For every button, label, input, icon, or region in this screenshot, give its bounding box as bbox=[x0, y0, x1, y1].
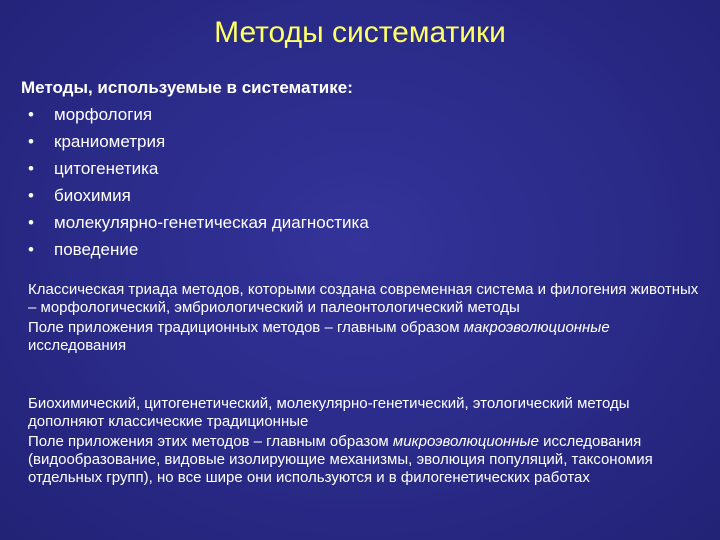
list-item-label: поведение bbox=[54, 240, 139, 259]
list-item-label: молекулярно-генетическая диагностика bbox=[54, 213, 369, 232]
bullet-icon: • bbox=[28, 132, 34, 151]
list-item bbox=[25, 182, 369, 209]
list-item bbox=[25, 155, 369, 182]
paragraph-text: исследования (видообразование, видовые изолирующие механизмы, эволюция популяций, таксономия отдельных групп), но все шире они используются и в филогенетических работах bbox=[28, 433, 653, 486]
list-item bbox=[25, 236, 369, 263]
list-item-label: биохимия bbox=[54, 186, 131, 205]
list-item bbox=[25, 101, 369, 128]
bullet-icon: • bbox=[28, 240, 34, 259]
paragraph-text: исследования bbox=[28, 337, 127, 354]
traditional-scope-paragraph bbox=[28, 319, 708, 355]
italic-term: микроэволюционные bbox=[392, 433, 539, 450]
modern-methods-paragraph: Биохимический, цитогенетический, молекулярно-генетический, этологический методы дополняют классические традиционные bbox=[28, 395, 630, 430]
list-item bbox=[25, 128, 369, 155]
modern-methods-block bbox=[28, 395, 708, 487]
italic-term: макроэволюционные bbox=[463, 319, 610, 336]
classical-triad-paragraph: Классическая триада методов, которыми создана современная система и филогения животных – морфологический, эмбриологический и палеонтологический методы bbox=[28, 281, 699, 316]
methods-list bbox=[25, 101, 369, 263]
paragraph-text: Поле приложения этих методов – главным образом bbox=[28, 433, 393, 450]
bullet-icon: • bbox=[28, 159, 34, 178]
bullet-icon: • bbox=[28, 186, 34, 205]
bullet-icon: • bbox=[28, 213, 34, 232]
list-item bbox=[25, 209, 369, 236]
list-item-label: краниометрия bbox=[54, 132, 166, 151]
list-item-label: морфология bbox=[54, 105, 153, 124]
modern-scope-paragraph bbox=[28, 433, 708, 487]
list-item-label: цитогенетика bbox=[54, 159, 159, 178]
bullet-icon: • bbox=[28, 105, 34, 124]
classical-methods-block bbox=[28, 281, 708, 355]
paragraph-text: Поле приложения традиционных методов – главным образом bbox=[28, 319, 464, 336]
methods-heading: Методы, используемые в систематике: bbox=[21, 78, 353, 97]
slide-title: Методы систематики bbox=[214, 16, 506, 49]
